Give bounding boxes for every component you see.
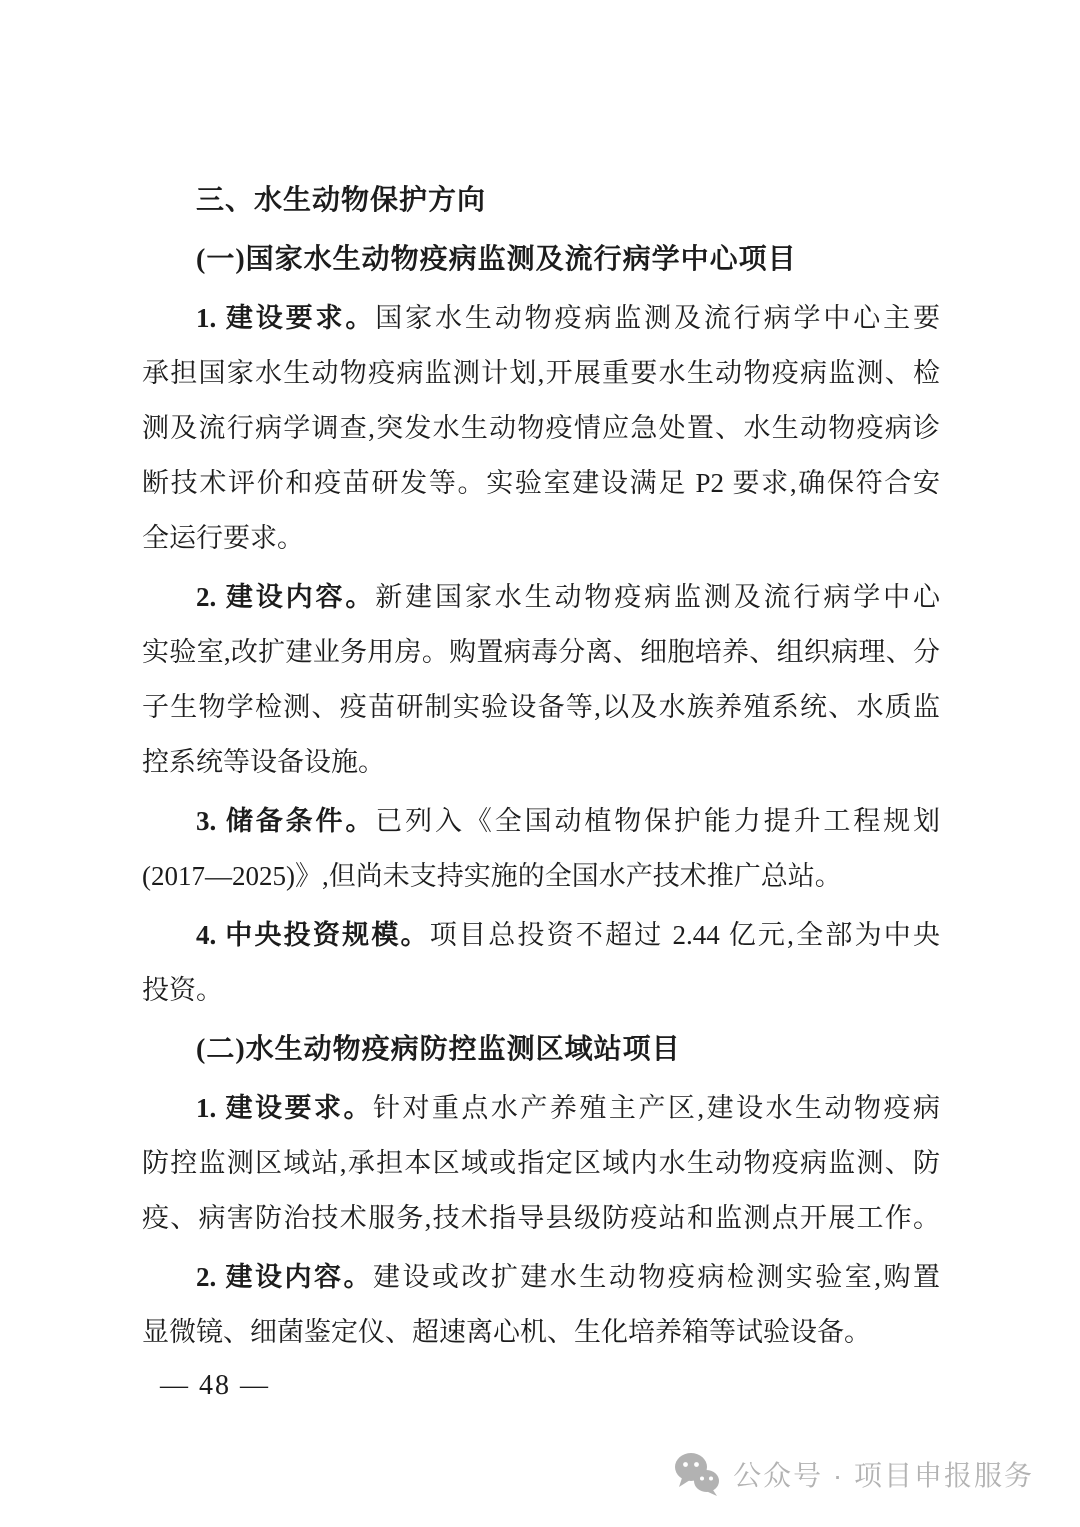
watermark (673, 1452, 1034, 1496)
paragraph-lead: 2. 建设内容。 (196, 582, 376, 612)
text-line: 3. 储备条件。已列入《全国动植物保护能力提升工程规划 (196, 806, 940, 836)
paragraph-lead: 3. 储备条件。 (196, 806, 376, 836)
text-line: 测及流行病学调查,突发水生动物疫情应急处置、水生动物疫病诊 (142, 413, 940, 443)
text-line: 2. 建设内容。建设或改扩建水生动物疫病检测实验室,购置 (196, 1262, 941, 1292)
paragraph-lead: 1. 建设要求。 (196, 1093, 373, 1123)
text-line: 全运行要求。 (142, 523, 304, 553)
text-line: 显微镜、细菌鉴定仪、超速离心机、生化培养箱等试验设备。 (142, 1317, 871, 1347)
paragraph (142, 908, 940, 1018)
paragraph (142, 570, 940, 790)
page-number: — 48 — (160, 1370, 270, 1401)
paragraph (142, 794, 940, 904)
section-heading: (二)水生动物疫病防控监测区域站项目 (196, 1034, 681, 1065)
text-line: 承担国家水生动物疫病监测计划,开展重要水生动物疫病监测、检 (142, 358, 940, 388)
text-line: 4. 中央投资规模。项目总投资不超过 2.44 亿元,全部为中央 (196, 920, 941, 950)
paragraph (142, 291, 940, 566)
text-line: 实验室,改扩建业务用房。购置病毒分离、细胞培养、组织病理、分 (142, 637, 940, 667)
text-line: 防控监测区域站,承担本区域或指定区域内水生动物疫病监测、防 (142, 1148, 940, 1178)
section-heading: 三、水生动物保护方向 (196, 185, 487, 216)
wechat-icon (673, 1452, 721, 1496)
paragraph (142, 1250, 940, 1360)
paragraph-lead: 2. 建设内容。 (196, 1262, 373, 1292)
text-line: 投资。 (142, 975, 223, 1005)
paragraph-lead: 1. 建设要求。 (196, 303, 376, 333)
text-line: 疫、病害防治技术服务,技术指导县级防疫站和监测点开展工作。 (142, 1203, 940, 1233)
text-line: (2017—2025)》,但尚未支持实施的全国水产技术推广总站。 (142, 861, 842, 891)
paragraph-lead: 4. 中央投资规模。 (196, 920, 430, 950)
text-line: 断技术评价和疫苗研发等。实验室建设满足 P2 要求,确保符合安 (142, 468, 940, 498)
text-line: 2. 建设内容。新建国家水生动物疫病监测及流行病学中心 (196, 582, 940, 612)
paragraph (142, 1081, 940, 1246)
text-line: 1. 建设要求。国家水生动物疫病监测及流行病学中心主要 (196, 303, 940, 333)
section-heading: (一)国家水生动物疫病监测及流行病学中心项目 (196, 244, 797, 275)
text-line: 子生物学检测、疫苗研制实验设备等,以及水族养殖系统、水质监 (142, 692, 940, 722)
document-body (142, 173, 940, 1364)
watermark-label: 公众号 · 项目申报服务 (733, 1460, 1034, 1491)
text-line: 1. 建设要求。针对重点水产养殖主产区,建设水生动物疫病 (196, 1093, 941, 1123)
text-line: 控系统等设备设施。 (142, 747, 385, 777)
